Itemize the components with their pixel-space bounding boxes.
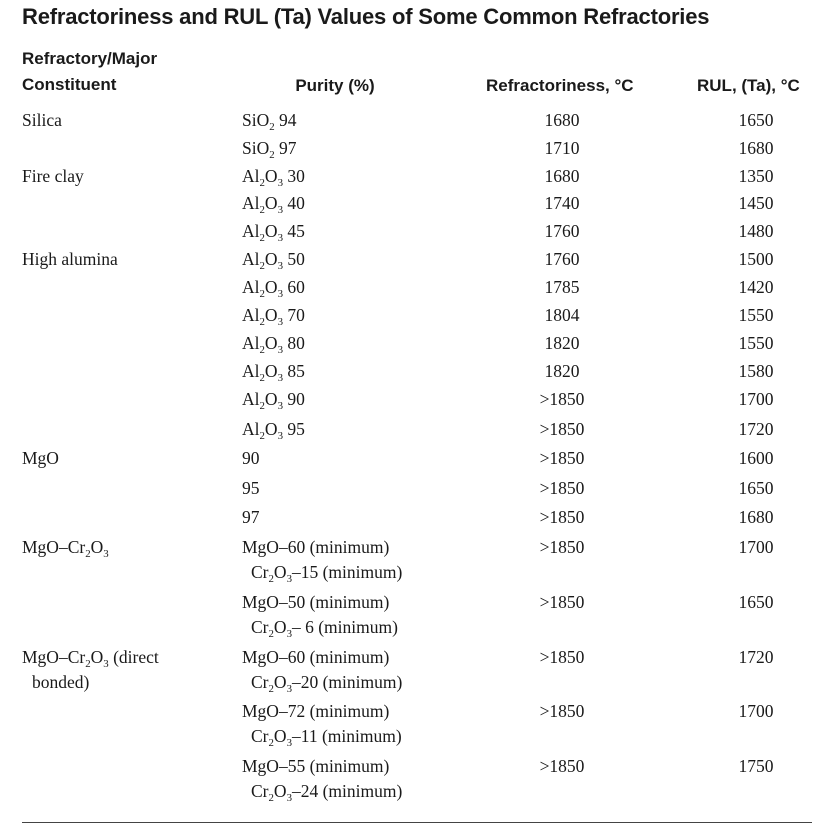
header-refractoriness: Refractoriness, °C <box>486 76 634 95</box>
cell-purity: $Al_2O_3$ 30 <box>242 166 305 189</box>
cell-purity: 90 <box>242 448 260 468</box>
cell-purity-line-2: $Cr_2O_3-24$ (minimum) <box>251 781 403 804</box>
cell-refractoriness: 1785 <box>544 277 580 297</box>
cell-rul: 1550 <box>738 305 774 325</box>
cell-refractoriness: >1850 <box>539 419 585 439</box>
cell-purity <box>242 645 402 695</box>
header-constituent-line-1: Refractory/Major <box>22 49 158 68</box>
cell-purity: $Al_2O_3$ 60 <box>242 277 305 300</box>
cell-purity: $Al_2O_3$ 45 <box>242 221 305 244</box>
cell-constituent-line-2: bonded) <box>32 672 90 692</box>
cell-rul: 1720 <box>738 419 774 439</box>
cell-refractoriness: >1850 <box>539 507 585 527</box>
cell-rul: 1750 <box>738 756 774 776</box>
header-constituent <box>22 46 157 98</box>
cell-purity-line-2: $Cr_2O_3-$ 6 (minimum) <box>251 617 398 640</box>
cell-refractoriness: 1680 <box>544 110 580 130</box>
cell-refractoriness: 1710 <box>544 138 580 158</box>
cell-rul: 1600 <box>738 448 774 468</box>
cell-rul: 1700 <box>738 389 774 409</box>
cell-rul: 1650 <box>738 592 774 612</box>
cell-constituent: MgO <box>22 448 59 468</box>
cell-rul: 1650 <box>738 110 774 130</box>
cell-refractoriness: >1850 <box>539 701 585 721</box>
cell-purity <box>242 590 398 640</box>
cell-purity: $Al_2O_3$ 70 <box>242 305 305 328</box>
cell-refractoriness: 1740 <box>544 193 580 213</box>
table-title: Refractoriness and RUL (Ta) Values of Some Common Refractories <box>22 4 710 29</box>
cell-rul: 1700 <box>738 701 774 721</box>
header-constituent-line-2: Constituent <box>22 75 117 94</box>
cell-refractoriness: >1850 <box>539 592 585 612</box>
cell-purity: $Al_2O_3$ 50 <box>242 249 305 272</box>
cell-refractoriness: 1680 <box>544 166 580 186</box>
header-rul: RUL, (Ta), °C <box>697 76 800 95</box>
cell-rul: 1480 <box>738 221 774 241</box>
cell-purity-line-1: MgO–60 (minimum) <box>242 647 390 667</box>
cell-purity: $Al_2O_3$ 85 <box>242 361 305 384</box>
cell-purity: $Al_2O_3$ 40 <box>242 193 305 216</box>
cell-purity-line-2: $Cr_2O_3-20$ (minimum) <box>251 672 403 695</box>
cell-refractoriness: >1850 <box>539 389 585 409</box>
header-purity: Purity (%) <box>295 76 375 95</box>
cell-rul: 1350 <box>738 166 774 186</box>
cell-constituent: Fire clay <box>22 166 84 186</box>
cell-refractoriness: 1820 <box>544 333 580 353</box>
cell-rul: 1580 <box>738 361 774 381</box>
cell-rul: 1420 <box>738 277 774 297</box>
cell-purity <box>242 754 402 804</box>
cell-purity-line-1: MgO–60 (minimum) <box>242 537 390 557</box>
cell-purity: $Al_2O_3$ 80 <box>242 333 305 356</box>
cell-purity-line-2: $Cr_2O_3-11$ (minimum) <box>251 726 402 749</box>
cell-constituent-line-1: MgO–$Cr_2O_3$ (direct <box>22 647 159 670</box>
cell-rul: 1680 <box>738 138 774 158</box>
cell-rul: 1720 <box>738 647 774 667</box>
cell-rul: 1650 <box>738 478 774 498</box>
cell-purity-line-1: MgO–50 (minimum) <box>242 592 390 612</box>
cell-purity-line-1: MgO–72 (minimum) <box>242 701 390 721</box>
cell-rul: 1680 <box>738 507 774 527</box>
cell-constituent <box>22 645 159 695</box>
cell-constituent: MgO–$Cr_2O_3$ <box>22 537 109 560</box>
cell-constituent: Silica <box>22 110 62 130</box>
cell-purity <box>242 535 402 585</box>
cell-rul: 1500 <box>738 249 774 269</box>
cell-refractoriness: 1820 <box>544 361 580 381</box>
cell-rul: 1700 <box>738 537 774 557</box>
cell-refractoriness: 1804 <box>544 305 580 325</box>
cell-refractoriness: >1850 <box>539 478 585 498</box>
bottom-rule <box>22 822 812 823</box>
cell-refractoriness: 1760 <box>544 221 580 241</box>
cell-refractoriness: >1850 <box>539 537 585 557</box>
cell-refractoriness: >1850 <box>539 756 585 776</box>
cell-refractoriness: 1760 <box>544 249 580 269</box>
cell-purity: $Al_2O_3$ 90 <box>242 389 305 412</box>
cell-purity: $Al_2O_3$ 95 <box>242 419 305 442</box>
cell-purity: SiO$_2$ 97 <box>242 138 297 161</box>
cell-rul: 1450 <box>738 193 774 213</box>
cell-purity: SiO$_2$ 94 <box>242 110 297 133</box>
cell-purity-line-2: $Cr_2O_3-15$ (minimum) <box>251 562 403 585</box>
cell-constituent: High alumina <box>22 249 118 269</box>
cell-purity-line-1: MgO–55 (minimum) <box>242 756 390 776</box>
cell-purity: 97 <box>242 507 260 527</box>
cell-refractoriness: >1850 <box>539 647 585 667</box>
cell-refractoriness: >1850 <box>539 448 585 468</box>
cell-rul: 1550 <box>738 333 774 353</box>
cell-purity <box>242 699 402 749</box>
cell-purity: 95 <box>242 478 260 498</box>
